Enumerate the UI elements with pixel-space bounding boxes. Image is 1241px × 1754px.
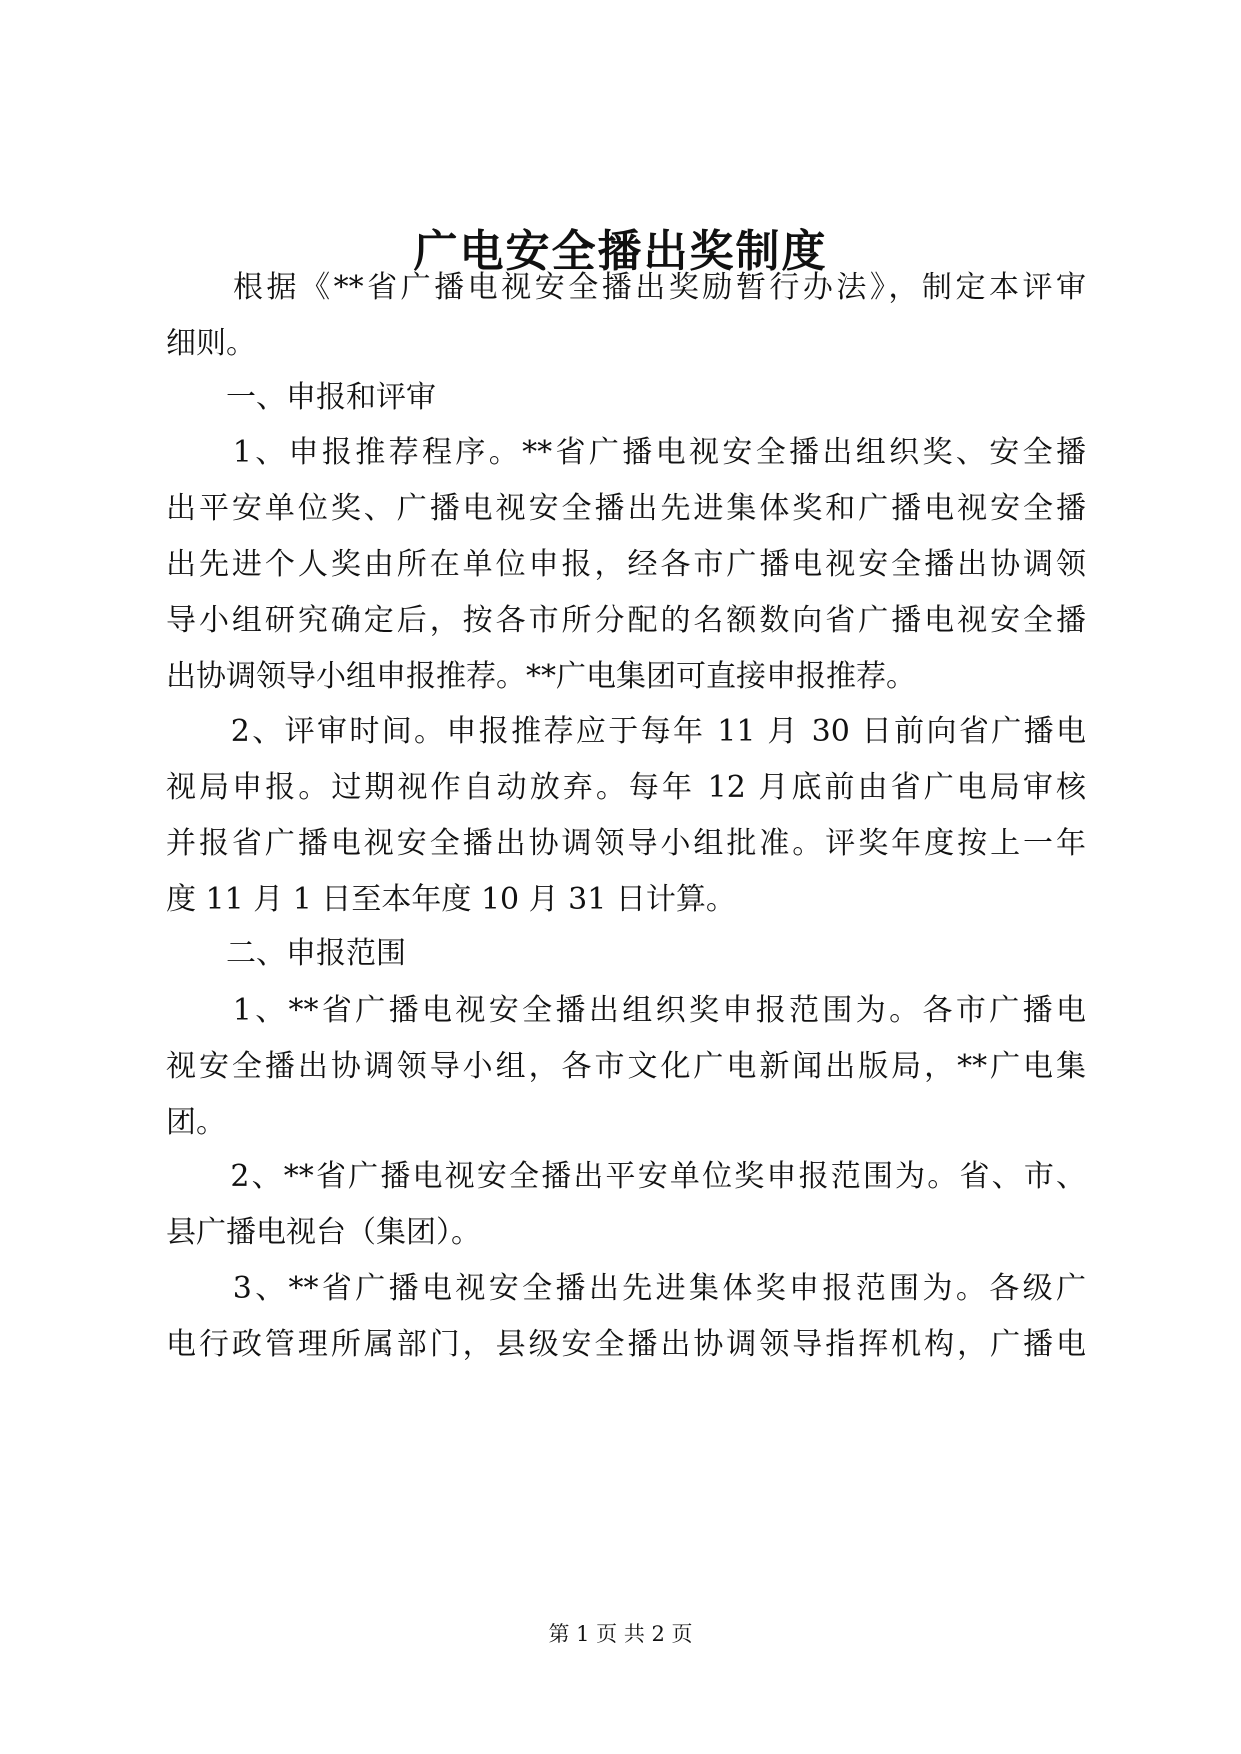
body-line: 视局申报。过期视作自动放弃。每年 12 月底前由省广电局审核 <box>166 770 1086 805</box>
section-heading: 一、申报和评审 <box>166 380 436 415</box>
body-line: 2、**省广播电视安全播出平安单位奖申报范围为。省、市、 <box>166 1159 1086 1194</box>
body-line: 出协调领导小组申报推荐。**广电集团可直接申报推荐。 <box>166 659 916 694</box>
body-line: 细则。 <box>166 326 256 361</box>
body-line: 团。 <box>166 1105 226 1140</box>
body-line: 1、申报推荐程序。**省广播电视安全播出组织奖、安全播 <box>166 435 1086 470</box>
section-heading: 二、申报范围 <box>166 936 406 971</box>
page-number: 第 1 页 共 2 页 <box>548 1622 693 1646</box>
body-line: 根据《**省广播电视安全播出奖励暂行办法》，制定本评审 <box>166 270 1086 305</box>
body-line: 并报省广播电视安全播出协调领导小组批准。评奖年度按上一年 <box>166 826 1086 861</box>
body-line: 导小组研究确定后，按各市所分配的名额数向省广播电视安全播 <box>166 603 1086 638</box>
body-line: 2、评审时间。申报推荐应于每年 11 月 30 日前向省广播电 <box>166 714 1086 749</box>
body-line: 电行政管理所属部门，县级安全播出协调领导指挥机构，广播电 <box>166 1327 1086 1362</box>
document-title: 广电安全播出奖制度 <box>413 226 828 277</box>
body-line: 3、**省广播电视安全播出先进集体奖申报范围为。各级广 <box>166 1271 1086 1306</box>
body-line: 度 11 月 1 日至本年度 10 月 31 日计算。 <box>166 882 736 917</box>
body-line: 出平安单位奖、广播电视安全播出先进集体奖和广播电视安全播 <box>166 491 1086 526</box>
body-line: 视安全播出协调领导小组，各市文化广电新闻出版局，**广电集 <box>166 1049 1086 1084</box>
body-line: 出先进个人奖由所在单位申报，经各市广播电视安全播出协调领 <box>166 547 1086 582</box>
body-line: 1、**省广播电视安全播出组织奖申报范围为。各市广播电 <box>166 993 1086 1028</box>
body-line: 县广播电视台（集团）。 <box>166 1215 481 1250</box>
